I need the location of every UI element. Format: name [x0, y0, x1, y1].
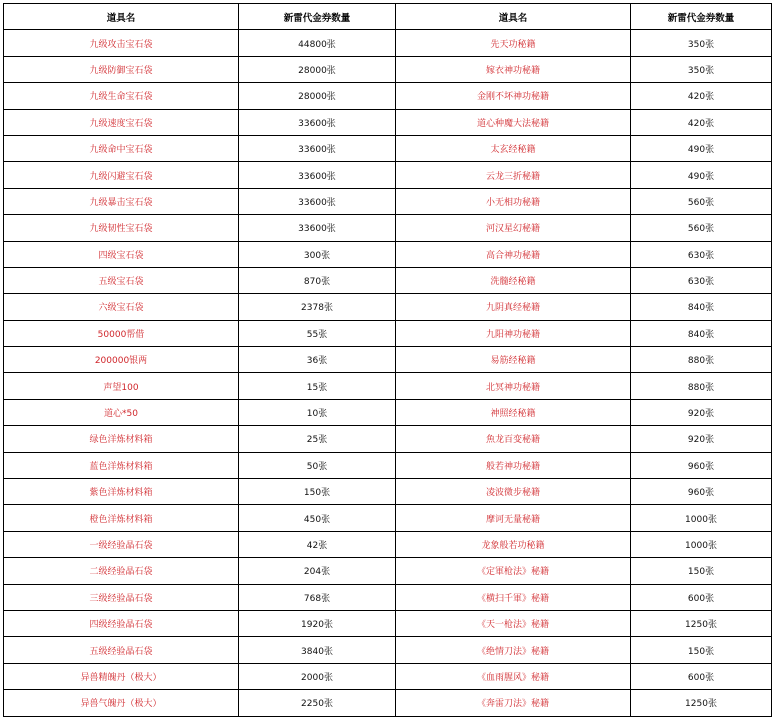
table-header-row — [4, 4, 772, 30]
voucher-count-cell: 28000张 — [239, 56, 396, 82]
table-row — [4, 188, 772, 214]
item-name-cell: 《奔雷刀法》秘籍 — [396, 690, 631, 716]
voucher-count-cell: 33600张 — [239, 215, 396, 241]
table-row — [4, 610, 772, 636]
item-name-cell: 九阴真经秘籍 — [396, 294, 631, 320]
table-row — [4, 241, 772, 267]
item-name-cell: 易筋经秘籍 — [396, 347, 631, 373]
item-name-cell: 九级攻击宝石袋 — [4, 30, 239, 56]
item-name-cell: 二级经验晶石袋 — [4, 558, 239, 584]
voucher-count-cell: 420张 — [631, 83, 772, 109]
item-name-cell: 金刚不坏神功秘籍 — [396, 83, 631, 109]
table-row — [4, 373, 772, 399]
table-body — [4, 30, 772, 716]
voucher-count-cell: 350张 — [631, 56, 772, 82]
item-name-cell: 龙象般若功秘籍 — [396, 531, 631, 557]
item-name-cell: 声望100 — [4, 373, 239, 399]
item-name-cell: 蓝色洋炼材料箱 — [4, 452, 239, 478]
item-name-cell: 九阳神功秘籍 — [396, 320, 631, 346]
item-name-cell: 魚龙百变秘籍 — [396, 426, 631, 452]
voucher-count-cell: 920张 — [631, 399, 772, 425]
voucher-count-cell: 28000张 — [239, 83, 396, 109]
item-name-cell: 《血雨腥风》秘籍 — [396, 663, 631, 689]
table-row — [4, 479, 772, 505]
table-row — [4, 294, 772, 320]
voucher-count-cell: 420张 — [631, 109, 772, 135]
voucher-count-cell: 630张 — [631, 241, 772, 267]
table-row — [4, 584, 772, 610]
item-name-cell: 神照经秘籍 — [396, 399, 631, 425]
voucher-count-cell: 960张 — [631, 452, 772, 478]
table-row — [4, 426, 772, 452]
voucher-count-cell: 1250张 — [631, 610, 772, 636]
voucher-count-cell: 560张 — [631, 188, 772, 214]
item-name-cell: 道心种魔大法秘籍 — [396, 109, 631, 135]
voucher-count-cell: 880张 — [631, 373, 772, 399]
exchange-table — [3, 3, 772, 717]
voucher-count-cell: 33600张 — [239, 109, 396, 135]
voucher-count-cell: 960张 — [631, 479, 772, 505]
item-name-cell: 嫁衣神功秘籍 — [396, 56, 631, 82]
item-name-cell: 太玄经秘籍 — [396, 135, 631, 161]
item-name-cell: 50000帮借 — [4, 320, 239, 346]
item-name-cell: 高合神功秘籍 — [396, 241, 631, 267]
voucher-count-cell: 50张 — [239, 452, 396, 478]
item-name-cell: 九级生命宝石袋 — [4, 83, 239, 109]
voucher-count-cell: 1000张 — [631, 531, 772, 557]
item-name-cell: 北冥神功秘籍 — [396, 373, 631, 399]
voucher-count-cell: 150张 — [631, 637, 772, 663]
item-name-cell: 九级闪避宝石袋 — [4, 162, 239, 188]
voucher-count-cell: 10张 — [239, 399, 396, 425]
voucher-count-cell: 150张 — [239, 479, 396, 505]
voucher-count-cell: 1250张 — [631, 690, 772, 716]
voucher-count-cell: 490张 — [631, 162, 772, 188]
voucher-count-cell: 25张 — [239, 426, 396, 452]
item-name-cell: 九级暴击宝石袋 — [4, 188, 239, 214]
item-name-cell: 《天一枪法》秘籍 — [396, 610, 631, 636]
table-row — [4, 83, 772, 109]
item-name-cell: 《横扫千軍》秘籍 — [396, 584, 631, 610]
header-voucher-count-right: 新雷代金券数量 — [631, 4, 772, 30]
voucher-count-cell: 1000张 — [631, 505, 772, 531]
voucher-count-cell: 204张 — [239, 558, 396, 584]
item-name-cell: 云龙三折秘籍 — [396, 162, 631, 188]
voucher-count-cell: 630张 — [631, 267, 772, 293]
voucher-count-cell: 33600张 — [239, 135, 396, 161]
voucher-count-cell: 55张 — [239, 320, 396, 346]
item-name-cell: 《定軍枪法》秘籍 — [396, 558, 631, 584]
item-name-cell: 般若神功秘籍 — [396, 452, 631, 478]
header-item-name-right: 道具名 — [396, 4, 631, 30]
table-row — [4, 30, 772, 56]
table-row — [4, 452, 772, 478]
table-row — [4, 558, 772, 584]
voucher-count-cell: 450张 — [239, 505, 396, 531]
item-name-cell: 《绝情刀法》秘籍 — [396, 637, 631, 663]
voucher-count-cell: 880张 — [631, 347, 772, 373]
item-name-cell: 橙色洋炼材料箱 — [4, 505, 239, 531]
item-name-cell: 道心*50 — [4, 399, 239, 425]
table-row — [4, 531, 772, 557]
table-row — [4, 215, 772, 241]
voucher-count-cell: 300张 — [239, 241, 396, 267]
voucher-count-cell: 33600张 — [239, 188, 396, 214]
voucher-count-cell: 2000张 — [239, 663, 396, 689]
item-name-cell: 五级经验晶石袋 — [4, 637, 239, 663]
item-name-cell: 先天功秘籍 — [396, 30, 631, 56]
item-name-cell: 九级韧性宝石袋 — [4, 215, 239, 241]
item-name-cell: 异兽气魄丹（极大） — [4, 690, 239, 716]
item-name-cell: 四级宝石袋 — [4, 241, 239, 267]
voucher-count-cell: 3840张 — [239, 637, 396, 663]
voucher-count-cell: 42张 — [239, 531, 396, 557]
header-item-name-left: 道具名 — [4, 4, 239, 30]
table-row — [4, 109, 772, 135]
voucher-count-cell: 560张 — [631, 215, 772, 241]
table-row — [4, 162, 772, 188]
item-name-cell: 五级宝石袋 — [4, 267, 239, 293]
item-name-cell: 紫色洋炼材料箱 — [4, 479, 239, 505]
item-name-cell: 九级命中宝石袋 — [4, 135, 239, 161]
table-row — [4, 399, 772, 425]
item-name-cell: 200000银两 — [4, 347, 239, 373]
item-name-cell: 小无相功秘籍 — [396, 188, 631, 214]
table-row — [4, 267, 772, 293]
voucher-count-cell: 1920张 — [239, 610, 396, 636]
voucher-count-cell: 2378张 — [239, 294, 396, 320]
voucher-count-cell: 768张 — [239, 584, 396, 610]
voucher-count-cell: 840张 — [631, 294, 772, 320]
voucher-count-cell: 15张 — [239, 373, 396, 399]
header-voucher-count-left: 新雷代金券数量 — [239, 4, 396, 30]
item-name-cell: 凌波微步秘籍 — [396, 479, 631, 505]
item-name-cell: 摩诃无量秘籍 — [396, 505, 631, 531]
voucher-count-cell: 2250张 — [239, 690, 396, 716]
voucher-count-cell: 350张 — [631, 30, 772, 56]
table-row — [4, 56, 772, 82]
voucher-count-cell: 490张 — [631, 135, 772, 161]
voucher-count-cell: 44800张 — [239, 30, 396, 56]
item-name-cell: 绿色洋炼材料箱 — [4, 426, 239, 452]
voucher-count-cell: 36张 — [239, 347, 396, 373]
voucher-count-cell: 150张 — [631, 558, 772, 584]
table-row — [4, 637, 772, 663]
table-row — [4, 320, 772, 346]
item-name-cell: 洗髓经秘籍 — [396, 267, 631, 293]
voucher-count-cell: 870张 — [239, 267, 396, 293]
item-name-cell: 异兽精魄丹（极大） — [4, 663, 239, 689]
table-row — [4, 663, 772, 689]
voucher-count-cell: 33600张 — [239, 162, 396, 188]
item-name-cell: 四级经验晶石袋 — [4, 610, 239, 636]
item-name-cell: 六级宝石袋 — [4, 294, 239, 320]
voucher-count-cell: 600张 — [631, 584, 772, 610]
item-name-cell: 九级防御宝石袋 — [4, 56, 239, 82]
table-row — [4, 690, 772, 716]
item-name-cell: 九级速度宝石袋 — [4, 109, 239, 135]
voucher-count-cell: 840张 — [631, 320, 772, 346]
voucher-count-cell: 920张 — [631, 426, 772, 452]
table-row — [4, 505, 772, 531]
item-name-cell: 河汉星幻秘籍 — [396, 215, 631, 241]
voucher-count-cell: 600张 — [631, 663, 772, 689]
table-row — [4, 135, 772, 161]
table-row — [4, 347, 772, 373]
item-name-cell: 三级经验晶石袋 — [4, 584, 239, 610]
item-name-cell: 一级经验晶石袋 — [4, 531, 239, 557]
